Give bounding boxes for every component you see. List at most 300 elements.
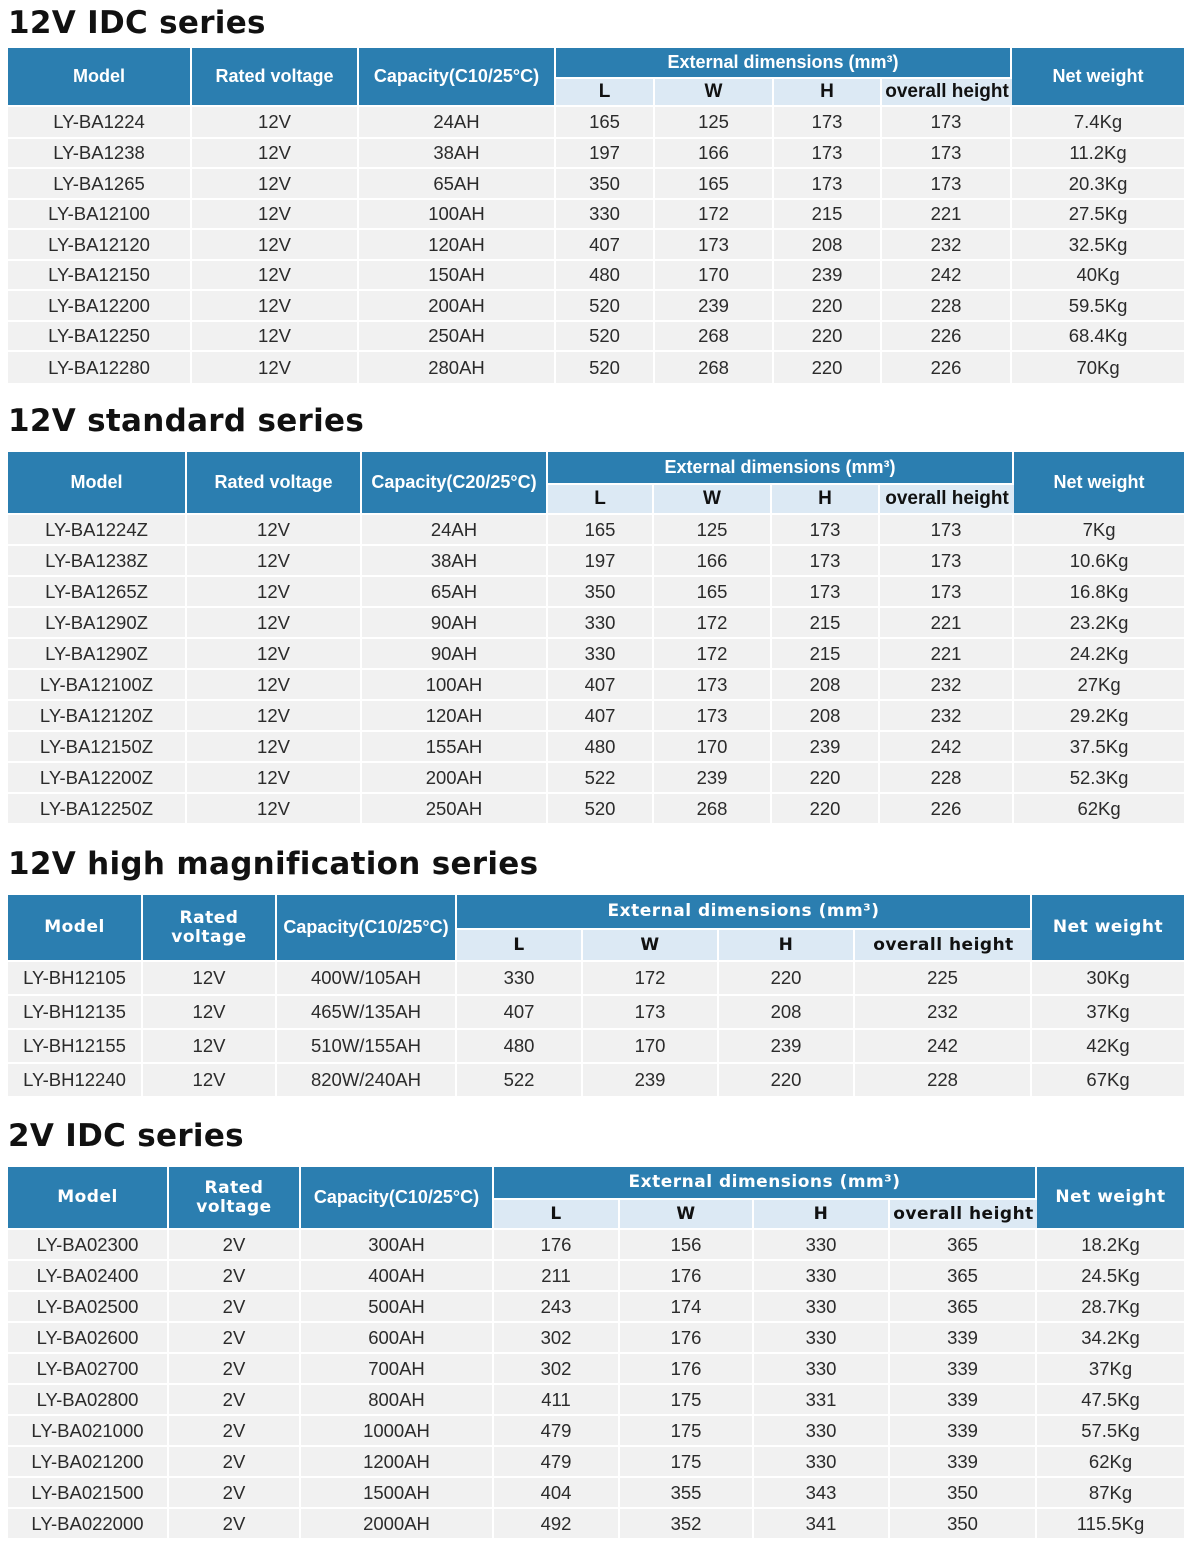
cell-L: 520: [556, 291, 655, 322]
cell-voltage: 2V: [169, 1447, 301, 1478]
cell-weight: 24.2Kg: [1014, 639, 1184, 670]
cell-model: LY-BA021200: [8, 1447, 169, 1478]
header-external-dimensions: External dimensions (mm³): [457, 895, 1032, 930]
cell-H: 330: [754, 1323, 890, 1354]
cell-weight: 47.5Kg: [1037, 1385, 1184, 1416]
cell-weight: 52.3Kg: [1014, 763, 1184, 794]
header-width: W: [620, 1200, 754, 1230]
cell-capacity: 155AH: [362, 732, 548, 763]
cell-voltage: 2V: [169, 1478, 301, 1509]
cell-capacity: 100AH: [362, 670, 548, 701]
cell-W: 239: [583, 1064, 719, 1098]
cell-model: LY-BH12240: [8, 1064, 143, 1098]
cell-model: LY-BA12200: [8, 291, 192, 322]
cell-model: LY-BA1224Z: [8, 515, 187, 546]
cell-H: 208: [772, 670, 880, 701]
section-title: 12V high magnification series: [8, 846, 539, 882]
cell-H: 220: [719, 1064, 855, 1098]
table-row: [8, 639, 1184, 670]
cell-weight: 42Kg: [1032, 1030, 1184, 1064]
cell-capacity: 700AH: [301, 1354, 494, 1385]
cell-weight: 57.5Kg: [1037, 1416, 1184, 1447]
spec-table: [8, 48, 1184, 385]
table-row: [8, 1385, 1184, 1416]
cell-capacity: 38AH: [362, 546, 548, 577]
cell-voltage: 12V: [192, 230, 359, 261]
cell-voltage: 12V: [192, 139, 359, 169]
table-row: [8, 1030, 1184, 1064]
cell-L: 330: [548, 608, 654, 639]
cell-model: LY-BA12150: [8, 261, 192, 291]
cell-voltage: 12V: [192, 200, 359, 230]
cell-W: 170: [655, 261, 774, 291]
cell-L: 520: [548, 794, 654, 825]
cell-H: 330: [754, 1261, 890, 1292]
cell-weight: 11.2Kg: [1012, 139, 1184, 169]
cell-L: 302: [494, 1354, 620, 1385]
cell-weight: 29.2Kg: [1014, 701, 1184, 732]
cell-weight: 37Kg: [1037, 1354, 1184, 1385]
cell-H: 341: [754, 1509, 890, 1540]
header-capacity: Capacity(C10/25°C): [359, 48, 556, 107]
cell-voltage: 12V: [187, 546, 362, 577]
cell-L: 197: [556, 139, 655, 169]
cell-L: 243: [494, 1292, 620, 1323]
header-width: W: [655, 79, 774, 107]
cell-H: 330: [754, 1230, 890, 1261]
cell-overall: 365: [890, 1292, 1037, 1323]
cell-overall: 173: [880, 515, 1014, 546]
cell-overall: 365: [890, 1230, 1037, 1261]
header-length: L: [494, 1200, 620, 1230]
table-row: [8, 261, 1184, 291]
table-row: [8, 139, 1184, 169]
cell-overall: 173: [882, 107, 1012, 139]
cell-L: 302: [494, 1323, 620, 1354]
cell-model: LY-BA021000: [8, 1416, 169, 1447]
cell-model: LY-BH12135: [8, 996, 143, 1030]
table-row: [8, 352, 1184, 385]
cell-model: LY-BA1224: [8, 107, 192, 139]
table-row: [8, 169, 1184, 200]
cell-weight: 62Kg: [1014, 794, 1184, 825]
cell-voltage: 12V: [187, 608, 362, 639]
cell-overall: 242: [882, 261, 1012, 291]
cell-weight: 70Kg: [1012, 352, 1184, 385]
cell-W: 165: [655, 169, 774, 200]
cell-model: LY-BA02400: [8, 1261, 169, 1292]
cell-weight: 87Kg: [1037, 1478, 1184, 1509]
cell-voltage: 12V: [143, 1030, 277, 1064]
cell-model: LY-BA02700: [8, 1354, 169, 1385]
cell-voltage: 12V: [192, 322, 359, 352]
cell-voltage: 2V: [169, 1354, 301, 1385]
cell-L: 522: [457, 1064, 583, 1098]
cell-W: 172: [655, 200, 774, 230]
cell-capacity: 465W/135AH: [277, 996, 457, 1030]
cell-H: 173: [772, 546, 880, 577]
header-length: L: [548, 485, 654, 515]
header-capacity: Capacity(C20/25°C): [362, 452, 548, 515]
cell-H: 173: [774, 107, 882, 139]
cell-H: 330: [754, 1416, 890, 1447]
cell-weight: 27.5Kg: [1012, 200, 1184, 230]
cell-capacity: 100AH: [359, 200, 556, 230]
table-row: [8, 322, 1184, 352]
cell-capacity: 400W/105AH: [277, 962, 457, 996]
cell-W: 176: [620, 1261, 754, 1292]
cell-model: LY-BA1290Z: [8, 608, 187, 639]
table-row: [8, 1416, 1184, 1447]
cell-model: LY-BA12250: [8, 322, 192, 352]
cell-weight: 59.5Kg: [1012, 291, 1184, 322]
section-title: 2V IDC series: [8, 1118, 244, 1154]
spec-table: [8, 895, 1184, 1098]
cell-weight: 37.5Kg: [1014, 732, 1184, 763]
cell-overall: 228: [882, 291, 1012, 322]
header-capacity: Capacity(C10/25°C): [301, 1167, 494, 1230]
cell-L: 520: [556, 352, 655, 385]
table-row: [8, 794, 1184, 825]
cell-capacity: 120AH: [362, 701, 548, 732]
cell-W: 174: [620, 1292, 754, 1323]
cell-weight: 27Kg: [1014, 670, 1184, 701]
cell-overall: 339: [890, 1323, 1037, 1354]
table-row: [8, 732, 1184, 763]
cell-H: 239: [772, 732, 880, 763]
cell-model: LY-BA1290Z: [8, 639, 187, 670]
header-model: Model: [8, 452, 187, 515]
header-rated-voltage: Rated voltage: [143, 895, 277, 962]
cell-voltage: 12V: [187, 732, 362, 763]
cell-voltage: 12V: [192, 169, 359, 200]
cell-voltage: 2V: [169, 1261, 301, 1292]
cell-weight: 18.2Kg: [1037, 1230, 1184, 1261]
cell-weight: 7.4Kg: [1012, 107, 1184, 139]
header-net-weight: Net weight: [1012, 48, 1184, 107]
cell-H: 220: [774, 291, 882, 322]
cell-capacity: 24AH: [359, 107, 556, 139]
cell-voltage: 12V: [192, 291, 359, 322]
table-row: [8, 1292, 1184, 1323]
cell-H: 215: [772, 608, 880, 639]
cell-weight: 32.5Kg: [1012, 230, 1184, 261]
cell-W: 166: [654, 546, 772, 577]
table-row: [8, 107, 1184, 139]
header-width: W: [654, 485, 772, 515]
table-row: [8, 1478, 1184, 1509]
cell-H: 215: [774, 200, 882, 230]
cell-W: 268: [654, 794, 772, 825]
cell-overall: 350: [890, 1478, 1037, 1509]
cell-model: LY-BA12150Z: [8, 732, 187, 763]
header-net-weight: Net weight: [1014, 452, 1184, 515]
header-net-weight: Net weight: [1032, 895, 1184, 962]
cell-weight: 20.3Kg: [1012, 169, 1184, 200]
cell-H: 239: [719, 1030, 855, 1064]
table-row: [8, 1323, 1184, 1354]
cell-capacity: 820W/240AH: [277, 1064, 457, 1098]
cell-overall: 350: [890, 1509, 1037, 1540]
cell-H: 220: [774, 352, 882, 385]
cell-W: 125: [654, 515, 772, 546]
cell-model: LY-BA1265: [8, 169, 192, 200]
cell-capacity: 38AH: [359, 139, 556, 169]
cell-L: 350: [556, 169, 655, 200]
header-length: L: [457, 930, 583, 962]
cell-capacity: 200AH: [359, 291, 556, 322]
table-row: [8, 546, 1184, 577]
cell-capacity: 90AH: [362, 639, 548, 670]
cell-model: LY-BA02500: [8, 1292, 169, 1323]
cell-model: LY-BA12100: [8, 200, 192, 230]
cell-voltage: 12V: [187, 639, 362, 670]
cell-W: 239: [655, 291, 774, 322]
cell-L: 330: [548, 639, 654, 670]
cell-weight: 7Kg: [1014, 515, 1184, 546]
cell-model: LY-BA02300: [8, 1230, 169, 1261]
section-title: 12V IDC series: [8, 5, 266, 41]
cell-overall: 226: [882, 352, 1012, 385]
cell-overall: 228: [880, 763, 1014, 794]
cell-model: LY-BA12120: [8, 230, 192, 261]
cell-capacity: 65AH: [362, 577, 548, 608]
cell-H: 220: [772, 763, 880, 794]
cell-overall: 242: [855, 1030, 1032, 1064]
table-row: [8, 1354, 1184, 1385]
cell-weight: 68.4Kg: [1012, 322, 1184, 352]
cell-weight: 10.6Kg: [1014, 546, 1184, 577]
cell-weight: 37Kg: [1032, 996, 1184, 1030]
cell-weight: 23.2Kg: [1014, 608, 1184, 639]
cell-weight: 34.2Kg: [1037, 1323, 1184, 1354]
cell-voltage: 2V: [169, 1230, 301, 1261]
cell-overall: 173: [880, 546, 1014, 577]
header-overall-height: overall height: [855, 930, 1032, 962]
cell-H: 343: [754, 1478, 890, 1509]
table-row: [8, 291, 1184, 322]
table-row: [8, 670, 1184, 701]
cell-W: 173: [655, 230, 774, 261]
cell-L: 165: [548, 515, 654, 546]
cell-H: 173: [774, 139, 882, 169]
cell-L: 407: [548, 701, 654, 732]
cell-voltage: 2V: [169, 1292, 301, 1323]
cell-overall: 221: [880, 608, 1014, 639]
cell-capacity: 1200AH: [301, 1447, 494, 1478]
cell-overall: 339: [890, 1354, 1037, 1385]
cell-L: 522: [548, 763, 654, 794]
cell-H: 208: [719, 996, 855, 1030]
table-row: [8, 1261, 1184, 1292]
header-height: H: [719, 930, 855, 962]
cell-model: LY-BA1238: [8, 139, 192, 169]
cell-L: 407: [556, 230, 655, 261]
header-model: Model: [8, 895, 143, 962]
table-row: [8, 577, 1184, 608]
cell-H: 220: [719, 962, 855, 996]
cell-capacity: 24AH: [362, 515, 548, 546]
cell-H: 239: [774, 261, 882, 291]
cell-W: 175: [620, 1447, 754, 1478]
table-row: [8, 230, 1184, 261]
cell-capacity: 280AH: [359, 352, 556, 385]
cell-model: LY-BH12105: [8, 962, 143, 996]
cell-voltage: 12V: [187, 670, 362, 701]
table-row: [8, 200, 1184, 230]
header-external-dimensions: External dimensions (mm³): [494, 1167, 1037, 1200]
header-rated-voltage: Rated voltage: [187, 452, 362, 515]
header-model: Model: [8, 1167, 169, 1230]
table-row: [8, 515, 1184, 546]
table-row: [8, 1064, 1184, 1098]
cell-H: 215: [772, 639, 880, 670]
cell-model: LY-BA02800: [8, 1385, 169, 1416]
cell-H: 208: [772, 701, 880, 732]
cell-W: 156: [620, 1230, 754, 1261]
cell-W: 173: [583, 996, 719, 1030]
header-width: W: [583, 930, 719, 962]
cell-H: 208: [774, 230, 882, 261]
cell-model: LY-BA12120Z: [8, 701, 187, 732]
cell-L: 480: [556, 261, 655, 291]
cell-capacity: 150AH: [359, 261, 556, 291]
cell-capacity: 120AH: [359, 230, 556, 261]
cell-W: 175: [620, 1416, 754, 1447]
cell-L: 404: [494, 1478, 620, 1509]
cell-L: 407: [457, 996, 583, 1030]
cell-voltage: 12V: [187, 763, 362, 794]
cell-voltage: 12V: [192, 107, 359, 139]
cell-overall: 226: [880, 794, 1014, 825]
cell-L: 480: [457, 1030, 583, 1064]
cell-voltage: 12V: [192, 261, 359, 291]
table-row: [8, 1230, 1184, 1261]
cell-overall: 221: [882, 200, 1012, 230]
header-height: H: [774, 79, 882, 107]
table-row: [8, 608, 1184, 639]
cell-voltage: 12V: [143, 1064, 277, 1098]
cell-capacity: 400AH: [301, 1261, 494, 1292]
cell-voltage: 12V: [143, 962, 277, 996]
cell-capacity: 65AH: [359, 169, 556, 200]
cell-model: LY-BA02600: [8, 1323, 169, 1354]
cell-H: 220: [772, 794, 880, 825]
cell-model: LY-BA12200Z: [8, 763, 187, 794]
cell-model: LY-BA021500: [8, 1478, 169, 1509]
header-model: Model: [8, 48, 192, 107]
cell-L: 407: [548, 670, 654, 701]
cell-overall: 173: [882, 169, 1012, 200]
cell-L: 165: [556, 107, 655, 139]
table-row: [8, 701, 1184, 732]
cell-model: LY-BA12280: [8, 352, 192, 385]
cell-model: LY-BA022000: [8, 1509, 169, 1540]
cell-capacity: 510W/155AH: [277, 1030, 457, 1064]
header-external-dimensions: External dimensions (mm³): [548, 452, 1014, 485]
cell-overall: 365: [890, 1261, 1037, 1292]
header-height: H: [772, 485, 880, 515]
cell-weight: 40Kg: [1012, 261, 1184, 291]
cell-H: 331: [754, 1385, 890, 1416]
header-overall-height: overall height: [890, 1200, 1037, 1230]
cell-weight: 16.8Kg: [1014, 577, 1184, 608]
cell-voltage: 2V: [169, 1509, 301, 1540]
cell-capacity: 250AH: [362, 794, 548, 825]
cell-L: 479: [494, 1447, 620, 1478]
cell-L: 197: [548, 546, 654, 577]
cell-overall: 173: [882, 139, 1012, 169]
header-overall-height: overall height: [882, 79, 1012, 107]
cell-voltage: 2V: [169, 1416, 301, 1447]
cell-H: 330: [754, 1292, 890, 1323]
cell-voltage: 12V: [187, 794, 362, 825]
header-overall-height: overall height: [880, 485, 1014, 515]
cell-W: 268: [655, 352, 774, 385]
cell-overall: 228: [855, 1064, 1032, 1098]
table-row: [8, 1447, 1184, 1478]
cell-model: LY-BA12100Z: [8, 670, 187, 701]
cell-voltage: 2V: [169, 1323, 301, 1354]
cell-voltage: 12V: [192, 352, 359, 385]
cell-overall: 232: [880, 670, 1014, 701]
cell-L: 330: [556, 200, 655, 230]
table-row: [8, 996, 1184, 1030]
table-row: [8, 1509, 1184, 1540]
cell-H: 173: [774, 169, 882, 200]
header-rated-voltage: Rated voltage: [192, 48, 359, 107]
cell-W: 172: [583, 962, 719, 996]
cell-W: 125: [655, 107, 774, 139]
cell-W: 166: [655, 139, 774, 169]
spec-table: [8, 1167, 1184, 1540]
cell-overall: 226: [882, 322, 1012, 352]
cell-model: LY-BA12250Z: [8, 794, 187, 825]
header-rated-voltage: Rated voltage: [169, 1167, 301, 1230]
cell-capacity: 250AH: [359, 322, 556, 352]
cell-W: 352: [620, 1509, 754, 1540]
cell-model: LY-BA1238Z: [8, 546, 187, 577]
cell-L: 411: [494, 1385, 620, 1416]
section-title: 12V standard series: [8, 403, 365, 439]
header-height: H: [754, 1200, 890, 1230]
cell-W: 239: [654, 763, 772, 794]
cell-H: 173: [772, 577, 880, 608]
cell-capacity: 1500AH: [301, 1478, 494, 1509]
cell-overall: 339: [890, 1416, 1037, 1447]
cell-W: 175: [620, 1385, 754, 1416]
cell-weight: 24.5Kg: [1037, 1261, 1184, 1292]
cell-L: 492: [494, 1509, 620, 1540]
header-external-dimensions: External dimensions (mm³): [556, 48, 1012, 79]
cell-W: 176: [620, 1323, 754, 1354]
cell-overall: 339: [890, 1385, 1037, 1416]
cell-L: 211: [494, 1261, 620, 1292]
cell-H: 173: [772, 515, 880, 546]
cell-overall: 221: [880, 639, 1014, 670]
cell-W: 173: [654, 670, 772, 701]
cell-overall: 232: [882, 230, 1012, 261]
cell-W: 170: [583, 1030, 719, 1064]
cell-overall: 232: [880, 701, 1014, 732]
cell-overall: 173: [880, 577, 1014, 608]
cell-H: 330: [754, 1354, 890, 1385]
table-row: [8, 763, 1184, 794]
cell-voltage: 12V: [187, 577, 362, 608]
cell-W: 172: [654, 639, 772, 670]
cell-overall: 242: [880, 732, 1014, 763]
cell-capacity: 300AH: [301, 1230, 494, 1261]
